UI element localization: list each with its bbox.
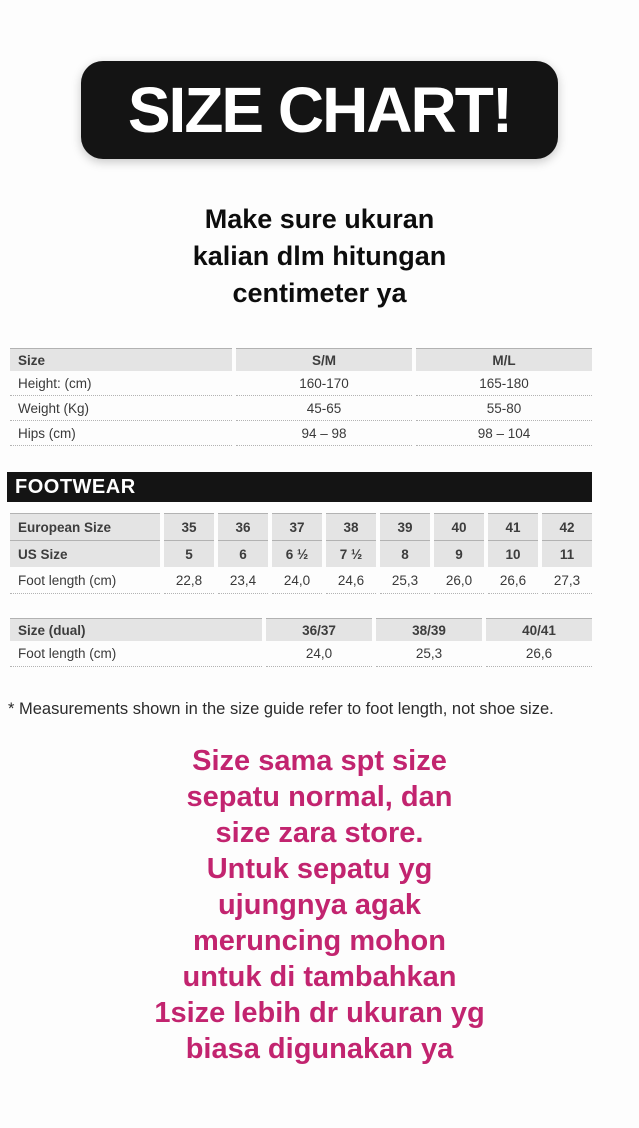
table-cell: 94 – 98 xyxy=(236,421,412,446)
table-cell: 38/39 xyxy=(376,618,482,641)
table-cell: 24,6 xyxy=(326,567,376,594)
table-cell: 5 xyxy=(164,540,214,567)
table-header-row xyxy=(10,618,592,641)
table-cell: 8 xyxy=(380,540,430,567)
column-header: M/L xyxy=(416,348,592,371)
seller-note-line: ujungnya agak xyxy=(217,889,422,921)
table-cell: 45-65 xyxy=(236,396,412,421)
table-cell: 37 xyxy=(272,513,322,540)
table-header-row xyxy=(10,540,592,567)
measurement-footnote: * Measurements shown in the size guide refer to foot length, not shoe size. xyxy=(8,700,554,718)
seller-note-line: meruncing mohon xyxy=(193,925,446,957)
column-header: S/M xyxy=(236,348,412,371)
table-cell: 55-80 xyxy=(416,396,592,421)
seller-note-line: Untuk sepatu yg xyxy=(206,853,433,885)
table-cell: 26,6 xyxy=(488,567,538,594)
table-cell: 26,0 xyxy=(434,567,484,594)
table-row xyxy=(10,371,592,396)
table-cell: 27,3 xyxy=(542,567,592,594)
seller-note-line: untuk di tambahkan xyxy=(182,961,457,993)
seller-note-line: size zara store. xyxy=(215,817,424,849)
seller-note-line: Size sama spt size xyxy=(192,745,447,777)
table-cell: 24,0 xyxy=(266,641,372,667)
table-cell: 11 xyxy=(542,540,592,567)
table-cell: 98 – 104 xyxy=(416,421,592,446)
table-cell: 39 xyxy=(380,513,430,540)
table-cell: 41 xyxy=(488,513,538,540)
row-label: Height: (cm) xyxy=(10,371,232,396)
table-header-row xyxy=(10,513,592,540)
row-label: US Size xyxy=(10,540,160,567)
table-cell: 165-180 xyxy=(416,371,592,396)
size-chart-banner-title: SIZE CHART! xyxy=(127,74,512,146)
table-cell: 9 xyxy=(434,540,484,567)
table-cell: 10 xyxy=(488,540,538,567)
footwear-section-bar xyxy=(7,472,592,502)
seller-note-line: 1size lebih dr ukuran yg xyxy=(154,997,485,1029)
seller-note-line: biasa digunakan ya xyxy=(185,1033,454,1065)
row-label: Weight (Kg) xyxy=(10,396,232,421)
row-label: Hips (cm) xyxy=(10,421,232,446)
intro-note xyxy=(0,201,639,312)
intro-line: Make sure ukuran xyxy=(204,204,435,234)
table-cell: 22,8 xyxy=(164,567,214,594)
table-cell: 23,4 xyxy=(218,567,268,594)
table-cell: 42 xyxy=(542,513,592,540)
table-cell: 7 ½ xyxy=(326,540,376,567)
apparel-size-table xyxy=(6,348,596,446)
row-label: European Size xyxy=(10,513,160,540)
table-cell: 35 xyxy=(164,513,214,540)
table-cell: 6 xyxy=(218,540,268,567)
table-cell: 36 xyxy=(218,513,268,540)
table-cell: 160-170 xyxy=(236,371,412,396)
footwear-size-table xyxy=(6,513,596,594)
table-cell: 25,3 xyxy=(380,567,430,594)
size-chart-banner xyxy=(81,61,558,159)
table-cell: 36/37 xyxy=(266,618,372,641)
seller-note xyxy=(0,743,639,1067)
row-label: Foot length (cm) xyxy=(10,641,262,667)
table-row xyxy=(10,641,592,667)
row-label: Foot length (cm) xyxy=(10,567,160,594)
table-header-row xyxy=(10,348,592,371)
size-chart-page xyxy=(0,61,639,1128)
table-cell: 24,0 xyxy=(272,567,322,594)
seller-note-line: sepatu normal, dan xyxy=(186,781,453,813)
table-cell: 38 xyxy=(326,513,376,540)
table-cell: 40/41 xyxy=(486,618,592,641)
row-label: Size (dual) xyxy=(10,618,262,641)
dual-size-table xyxy=(6,618,596,667)
table-row xyxy=(10,396,592,421)
table-cell: 40 xyxy=(434,513,484,540)
table-cell: 26,6 xyxy=(486,641,592,667)
table-row xyxy=(10,567,592,594)
table-cell: 25,3 xyxy=(376,641,482,667)
table-cell: 6 ½ xyxy=(272,540,322,567)
table-row xyxy=(10,421,592,446)
intro-line: kalian dlm hitungan xyxy=(192,241,447,271)
intro-line: centimeter ya xyxy=(232,278,407,308)
footwear-section-title: FOOTWEAR xyxy=(15,475,136,498)
column-header: Size xyxy=(10,348,232,371)
